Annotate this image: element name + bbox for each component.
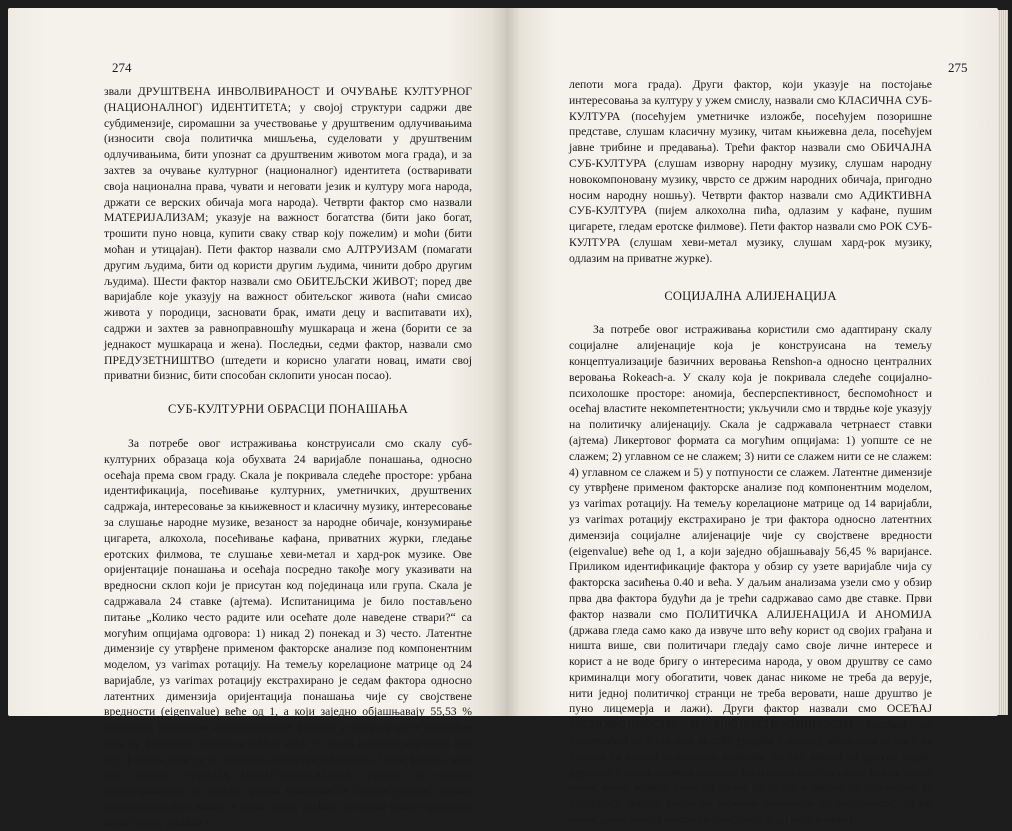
right-page-text — [569, 77, 932, 828]
section-heading-social-alienation: СОЦИЈАЛНА АЛИЈЕНАЦИЈА — [664, 288, 837, 303]
section-heading-subcultural-patterns: СУБ-КУЛТУРНИ ОБРАСЦИ ПОНАШАЊА — [168, 402, 408, 417]
page-edge-stack — [998, 10, 1008, 715]
right-paragraph-1: лепоти мога града). Други фактор, који указује на постојање интересовања за културу у ужем смислу, назвали смо КЛАСИЧНА СУБ-КУЛТУРА (посећујем уметничке изложбе, посећујем позоришне представе, слушам класичну музику, читам књижевна дела, посећујем јавне трибине и предавања). Трећи фактор назвали смо ОБИЧАЈНА СУБ-КУЛТУРА (слушам изворну народну музику, слушам народну новокомпоновану музику, чврсто се држим народних обичаја, пригодно носим народну ношњу). Четврти фактор назвали смо АДИКТИВНА СУБ-КУЛТУРА (пијем алкохолна пића, одлазим у кафане, пушим цигарете, гледам еротске филмове). Пети фактор назвали смо РОК СУБ-КУЛТУРА (слушам хеви-метал музику, слушам хард-рок музику, одлазим на приватне журке). — [569, 78, 932, 265]
left-paragraph-2: За потребе овог истраживања конструисали смо скалу суб-културних образаца која обухвата 24 варијабле понашања, односно осећаја према свом граду. Скала је покривала следеће просторе: урбана идентификација, посећивање културних, уметничких, друштвених садржаја, интересовање за књижевност и класичну музику, интересовање за слушање народне музике, везаност за народне обичаје, конзумирање цигарета, алкохола, посећивање кафана, приватних журки, гледање еротских филмова, те слушање хеви-метал и хард-рок музике. Ове оријентације понашања и осећаја посредно такође могу указивати на вредносни склоп који је присутан код појединаца или група. Скала је садржавала 24 ставке (ајтема). Испитаницима је било постављено питање „Колико често радите или осећате доле наведене ствари?“ са могућим опцијама одговора: 1) никад 2) понекад и 3) често. Латентне димензије су утврђене применом факторске анализе под компонентним моделом, уз varimax ротацију. На темељу корелационе матрице од 24 варијабле, уз varimax ротацију екстрахирано је седам фактора односно латентних димензија оријентација понашања чије су својствене вредности (eigenvalue) веће од 1, а који заједно објашњавају 55,53 % варијансе. Приликом идентификације фактора у обзир су узете варијабле чија су факторска засићења 0.40 и већа. У даљој анализи задржали смо пет фактора који су се показали интерпретабилнима. Први фактор, који смо назвали УРБАНА ИДЕНТИФИКАЦИЈА, указује на снажну идентификацију са својим градом (поносим се својим градом, осећам задовољство што живим у овом граду, осећам да целим бићем припадам моме граду, уживам у — [104, 436, 472, 830]
right-paragraph-2: За потребе овог истраживања користили смо адаптирану скалу социјалне алијенације која је конструисана на темељу концептуализације базичних веровања Renshon-а односно централних веровања Rokeach-а. У скалу која је покривала следеће социјално-психолошке просторе: аномија, бесперспективност, беспомоћност и осећај властите некомпетентности; укључили смо и тврдње које указују на политичку алијенацију. Скала је садржавала четрнаест ставки (ајтема) Ликертовог формата са могућим опцијама: 1) уопште се не слажем; 2) углавном се не слажем; 3) нити се слажем нити се не слажем: 4) углавном се слажем и 5) у потпуности се слажем. Латентне димензије су утврђене применом факторске анализе под компонентним моделом, уз varimax ротацију. На темељу корелационе матрице од 14 варијабли, уз varimax ротацију екстрахирано је три фактора односно латентних димензија социјалне алијенације чије су својствене вредности (eigenvalue) веће од 1, а који заједно објашњавају 56,45 % варијансе. Приликом идентификације фактора у обзир су узете варијабле чија су факторска засићења 0.40 и већа. У даљим анализама узели смо у обзир прва два фактора будући да је трећи садржавао само две ставке. Први фактор назвали смо ПОЛИТИЧКА АЛИЈЕНАЦИЈА И АНОМИЈА (државa гледа само како да извуче што већу корист од својих грађана и ништа више, сви политичари гледају само своје личне интересе и корист а не воде бригу о интересима народа, у овом друштву се само криминалци могу обогатити, човек данас никоме не треба да верује, нити једној политичкој странци не треба веровати, наше друштво је пуно лицемерја и лажи). Други фактор назвали смо ОСЕЋАЈ БЕСПОМОЋНОСТИ И БЕСПЕРСПЕКТИВНОСТИ (осећам се беспомоћан да било шта за себе урадим у животу, мало тога ја могу да урадим са својим властитим животом јер све зависи од других људи, друштво у којем живимо понекад ми изгледа горе од самог пакла, данас човек може живети само од данас до сутра и ништа не планирати за будућност, ништа добро не можемо очекивати од будућности, да би човек данас нешто постигао присиљен је да вара и лаже). — [569, 323, 932, 827]
page-number-right: 275 — [948, 60, 968, 75]
spacer — [569, 304, 932, 322]
spacer — [104, 384, 472, 402]
page-number-left: 274 — [112, 60, 132, 75]
spacer — [104, 418, 472, 436]
right-page — [506, 8, 998, 827]
spacer — [569, 267, 932, 289]
left-paragraph-1: звали ДРУШТВЕНА ИНВОЛВИРАНОСТ И ОЧУВАЊЕ КУЛТУРНОГ (НАЦИОНАЛНОГ) ИДЕНТИТЕТА; у својој структури садржи две субдимензије, сиромашни за учествовање у друштвеним одлучивањима (износити своја политичка мишљења, суделовати у друштвеним одлучивањима, бити упознат са друштвеним животом мога града), и за захтев за очување културног (националног) идентитета (остваривати своја национална права, чувати и неговати језик и културу мога народа, држати се верских обичаја мога народа). Четврти фактор смо назвали МАТЕРИЈАЛИЗАМ; указује на важност богатства (бити јако богат, трошити пуно новца, купити сваку ствар коју пожелим) и моћи (бити моћан и утицајан). Пети фактор назвали смо АЛТРУИЗАМ (помагати другим људима, бити од користи другим људима, чинити добро другим људима). Шести фактор назвали смо ОБИТЕЉСКИ ЖИВОТ; поред две варијабле које указују на важност обитељског живота (наћи смисао живота у породици, засновати брак, имати децу и васпитавати их), садржи и захтев за равноправношћу мушкараца и жена (борити се за једнакост мушкараца и жена). Последњи, седми фактор, назвали смо ПРЕДУЗЕТНИШТВО (штедети и корисно улагати новац, имати свој приватни бизнис, бити способан склопити уносан посао). — [104, 85, 472, 383]
left-page — [8, 8, 506, 830]
left-page-text — [104, 84, 472, 831]
